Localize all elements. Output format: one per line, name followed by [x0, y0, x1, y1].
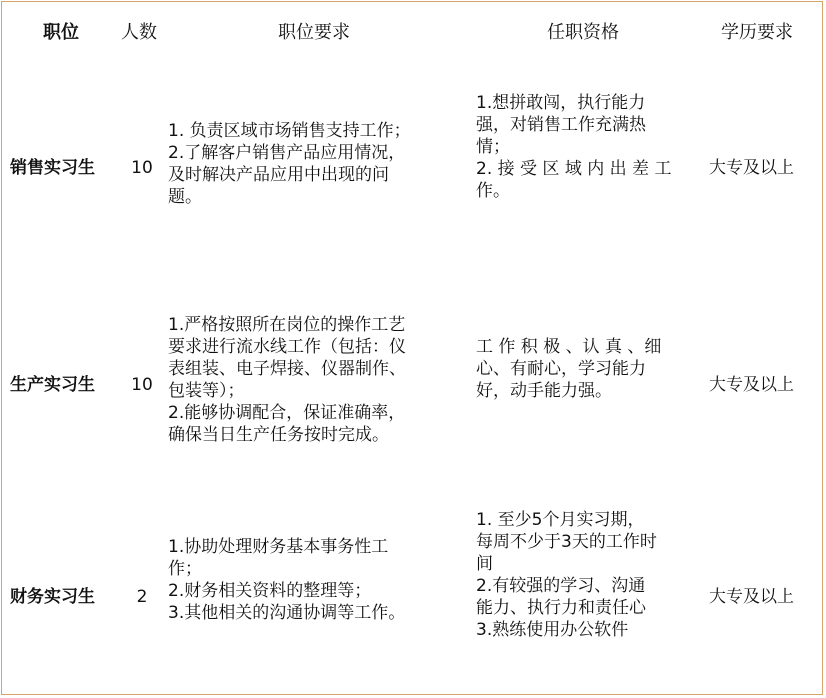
row-position: 财务实习生: [10, 587, 95, 607]
header-education: 学历要求: [721, 22, 793, 43]
row-education: 大专及以上: [709, 587, 794, 607]
row-headcount: 2: [136, 587, 148, 607]
header-qualifications: 任职资格: [547, 22, 619, 43]
row-headcount: 10: [131, 158, 153, 178]
row-duties: 1. 负责区域市场销售支持工作； 2.了解客户销售产品应用情况， 及时解决产品应用中出现的问 题。: [168, 121, 411, 207]
header-position: 职位: [43, 22, 79, 43]
row-duties: 1.严格按照所在岗位的操作工艺 要求进行流水线工作（包括：仪 表组装、电子焊接、仪器制作、 包装等）； 2.能够协调配合，保证准确率， 确保当日生产任务按时完成。: [168, 315, 406, 445]
row-education: 大专及以上: [709, 158, 794, 178]
header-headcount: 人数: [121, 22, 157, 43]
header-duties: 职位要求: [278, 22, 350, 43]
row-position: 生产实习生: [10, 375, 95, 395]
row-duties: 1.协助处理财务基本事务性工 作； 2.财务相关资料的整理等； 3.其他相关的沟通协调等工作。: [168, 537, 406, 623]
row-position: 销售实习生: [10, 158, 95, 178]
row-qualifications: 1.想拼敢闯，执行能力 强，对销售工作充满热 情； 2. 接 受 区 域 内 出 差 工 作。: [476, 93, 672, 201]
row-qualifications: 1. 至少5个月实习期， 每周不少于3天的工作时 间 2.有较强的学习、沟通 能力、执行力和责任心 3.熟练使用办公软件: [476, 510, 657, 640]
row-education: 大专及以上: [709, 375, 794, 395]
row-qualifications: 工 作 积 极 、认 真 、细 心、有耐心，学习能力 好，动手能力强。: [476, 337, 662, 401]
row-headcount: 10: [131, 375, 153, 395]
